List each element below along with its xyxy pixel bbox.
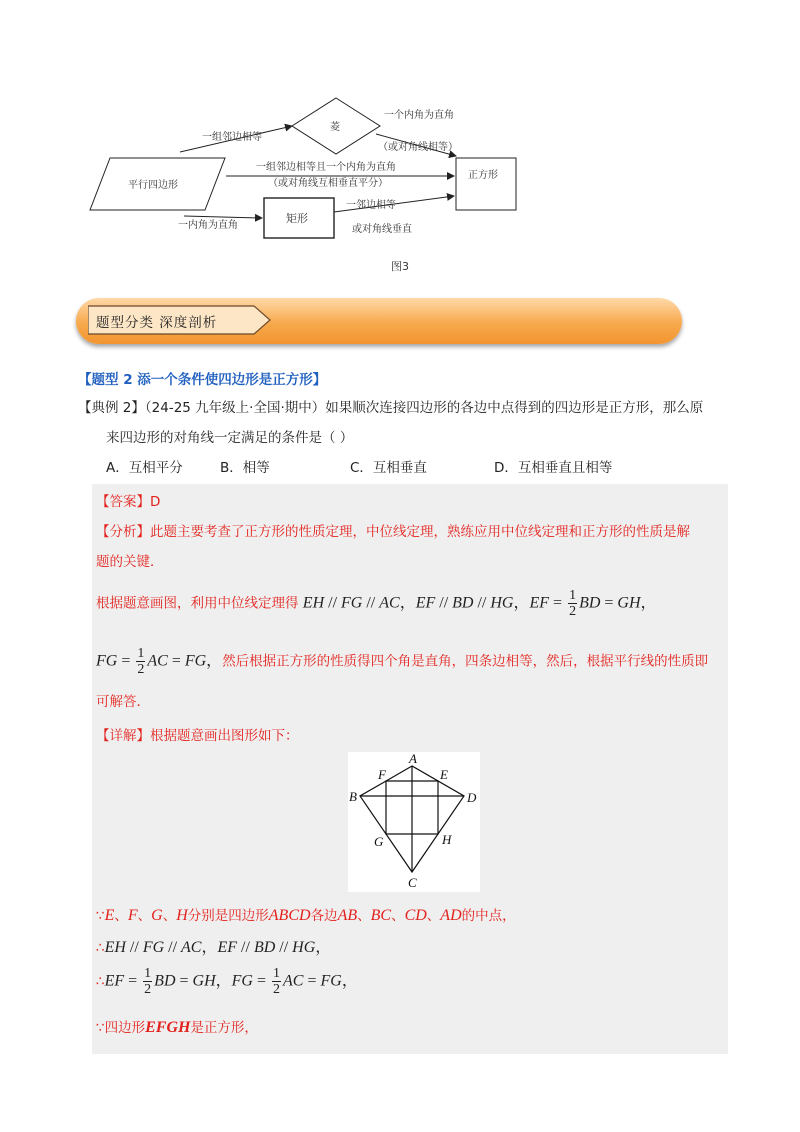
analysis-line-2: 题的关键．	[96, 554, 164, 570]
analysis-line-1: 【分析】此题主要考查了正方形的性质定理，中位线定理，熟练应用中位线定理和正方形的性质是解	[96, 524, 690, 540]
detail-therefore-2: ∴EF = $\frac{1}{2}$ BD = GH，FG = $\frac{1}{2}$ AC = FG，	[96, 966, 358, 997]
quadrilateral-flowchart	[80, 88, 540, 248]
svg-text:菱: 菱	[330, 122, 340, 133]
detail-label: 【详解】根据题意画出图形如下：	[96, 728, 299, 744]
analysis-formula-line: 根据题意画图，利用中位线定理得 EH // FG // AC，EF // BD // HG，EF = $\frac{1}{2}$ BD = GH，	[96, 588, 657, 619]
option-c: C．互相垂直	[350, 460, 427, 476]
figure-caption: 图3	[391, 260, 409, 273]
option-a: A．互相平分	[106, 460, 183, 476]
detail-therefore-1: ∴EH // FG // AC，EF // BD // HG，	[96, 939, 332, 956]
svg-text:一个内角为直角: 一个内角为直角	[384, 110, 454, 121]
fraction-one-half-2: $\frac{1}{2}$	[137, 646, 145, 677]
square-node	[456, 158, 516, 210]
banner-title: 题型分类 深度剖析	[96, 315, 218, 331]
svg-text:（或对角线相等）: （或对角线相等）	[378, 142, 458, 153]
analysis-formula-line-2: FG = $\frac{1}{2}$ AC = FG，然后根据正方形的性质得四个角是直角，四条边相等，然后，根据平行线的性质即	[96, 646, 709, 677]
fraction-one-half: $\frac{1}{2}$	[569, 588, 577, 619]
svg-text:一邻边相等: 一邻边相等	[346, 200, 396, 211]
svg-text:（或对角线互相垂直平分）: （或对角线互相垂直平分）	[268, 178, 388, 189]
svg-text:E: E	[440, 767, 448, 782]
svg-text:一内角为直角: 一内角为直角	[178, 220, 238, 231]
svg-text:平行四边形: 平行四边形	[128, 180, 178, 191]
detail-because-2: ∵四边形EFGH是正方形，	[96, 1019, 258, 1036]
answer-label: 【答案】D	[96, 494, 161, 510]
example-label: 【典例 2】	[78, 400, 145, 416]
question-type-heading: 【题型 2 添一个条件使四边形是正方形】	[78, 372, 327, 388]
kite-diagram	[348, 752, 480, 892]
svg-text:正方形: 正方形	[468, 170, 498, 181]
example-stem-1: （24-25 九年级上·全国·期中）如果顺次连接四边形的各边中点得到的四边形是正方形，那么原	[144, 400, 704, 416]
svg-text:一组邻边相等且一个内角为直角: 一组邻边相等且一个内角为直角	[256, 162, 396, 173]
svg-text:矩形: 矩形	[286, 212, 308, 225]
example-stem-2: 来四边形的对角线一定满足的条件是（ ）	[106, 430, 354, 446]
svg-text:或对角线垂直: 或对角线垂直	[352, 224, 412, 235]
analysis-text-2: 然后根据正方形的性质得四个角是直角，四条边相等，然后，根据平行线的性质即	[222, 653, 709, 670]
example-line-1	[78, 398, 703, 418]
svg-text:F: F	[378, 767, 386, 782]
svg-text:A: A	[409, 752, 417, 766]
detail-because-1: ∵E、F、G、H分别是四边形ABCD各边AB、BC、CD、AD的中点，	[96, 907, 516, 924]
svg-text:H: H	[442, 832, 452, 847]
analysis-line-end: 可解答．	[96, 694, 150, 710]
analysis-text: 根据题意画图，利用中位线定理得	[96, 595, 299, 612]
svg-text:C: C	[408, 875, 417, 890]
svg-text:D: D	[467, 790, 477, 805]
option-b: B．相等	[220, 460, 270, 476]
svg-text:G: G	[374, 834, 384, 849]
svg-text:B: B	[349, 789, 357, 804]
svg-text:一组邻边相等: 一组邻边相等	[202, 132, 262, 143]
option-d: D．互相垂直且相等	[494, 460, 613, 476]
